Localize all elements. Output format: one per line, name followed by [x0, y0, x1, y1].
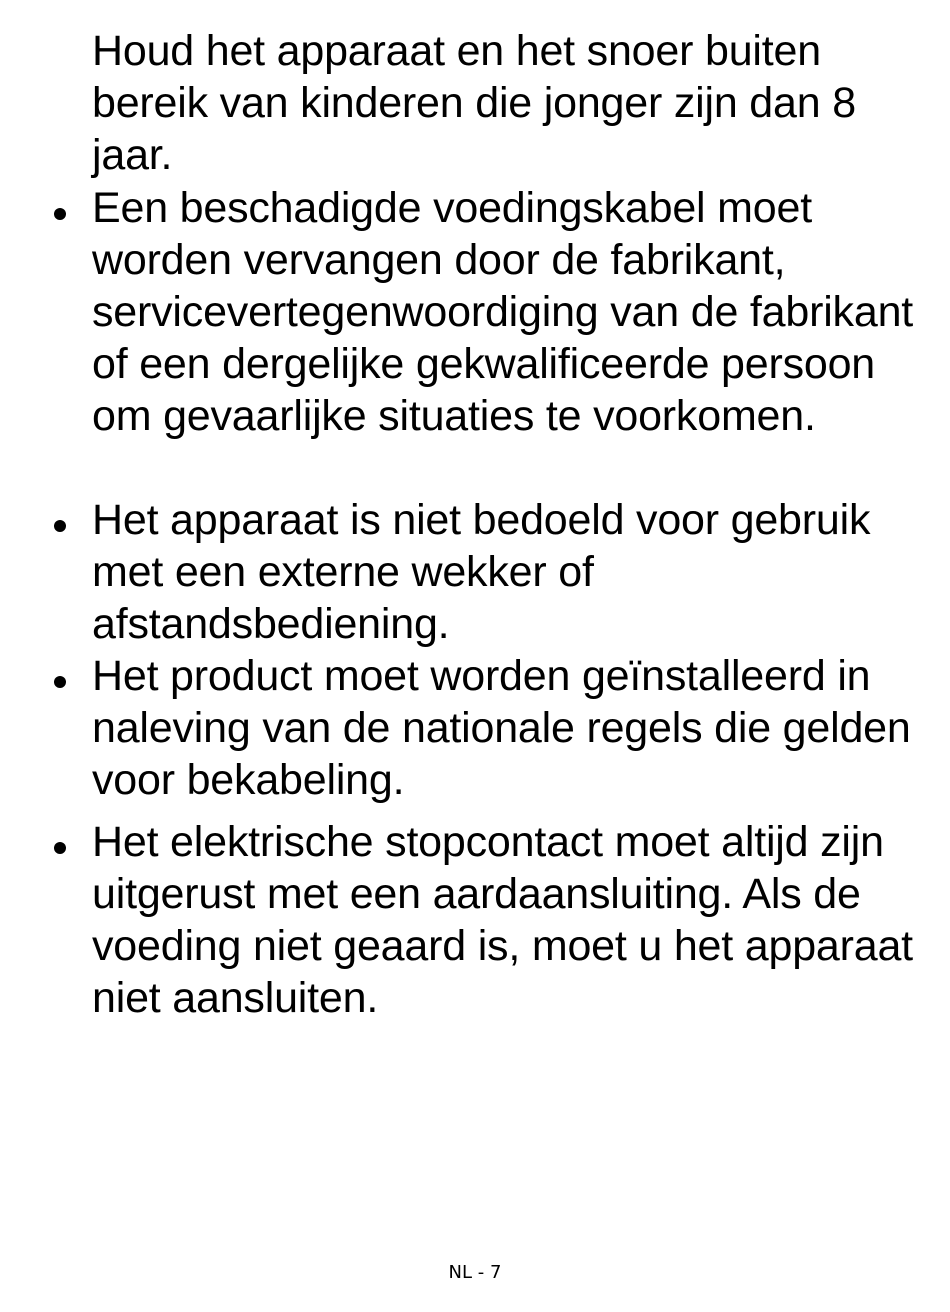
list-item-grounding: Het elektrische stopcontact moet altijd zijn uitgerust met een aardaansluiting. Als de voeding niet geaard is, moet u het apparaat niet aansluiten. [92, 818, 913, 1022]
bullet-marker [54, 676, 66, 688]
bullet-marker [54, 842, 66, 854]
list-item-power-cable: Een beschadigde voedingskabel moet worden vervangen door de fabrikant, servicevertegenwoordiging van de fabrikant of een dergelijke gekwalificeerde persoon om gevaarlijke situaties te voorkomen. [92, 184, 914, 440]
bullet-marker [54, 520, 66, 532]
list-item-external-timer: Het apparaat is niet bedoeld voor gebruik met een externe wekker of afstandsbediening. [92, 496, 871, 648]
bullet-marker [54, 208, 66, 220]
page-number: NL - 7 [448, 1262, 502, 1283]
list-item-installation: Het product moet worden geïnstalleerd in naleving van de nationale regels die gelden voor bekabeling. [92, 652, 911, 804]
continuation-paragraph: Houd het apparaat en het snoer buiten bereik van kinderen die jonger zijn dan 8 jaar. [92, 27, 856, 179]
